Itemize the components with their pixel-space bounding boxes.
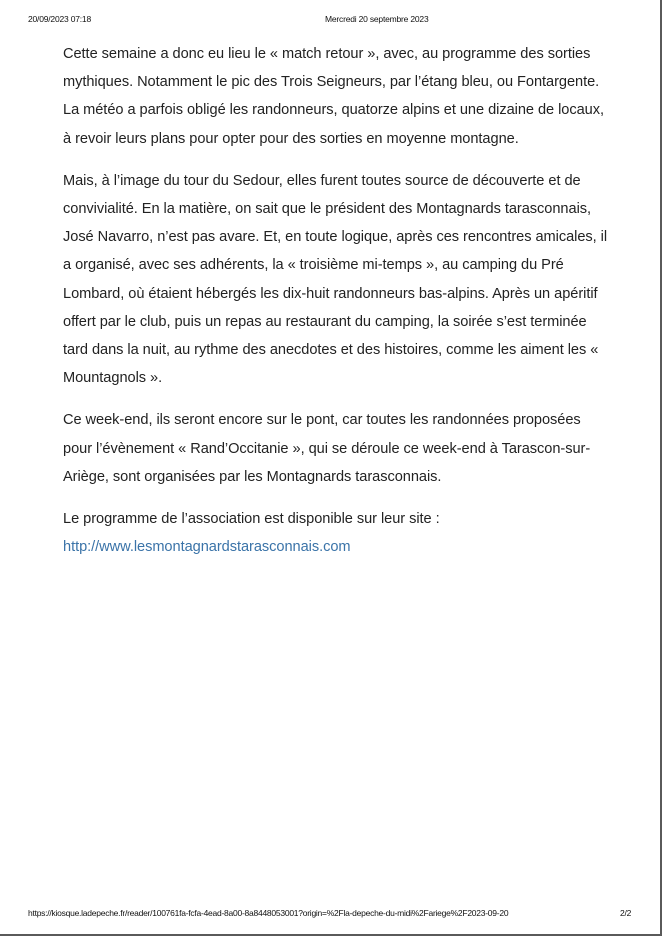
closing-text: Le programme de l’association est disponible sur leur site :: [63, 511, 440, 528]
article-paragraph: Mais, à l’image du tour du Sedour, elles furent toutes source de découverte et de convivialité. En la matière, on sait que le président des Montagnards tarasconnais, José Navarro, n’est pas avare. Et, en toute logique, après ces rencontres amicales, il a organisé, avec ses adhérents, la « troisième mi-temps », au camping du Pré Lombard, où étaient hébergés les dix-huit randonneurs bas-alpins. Après un apéritif offert par le club, puis un repas au restaurant du camping, la soirée s’est terminée tard dans la nuit, au rythme des anecdotes et des histoires, comme les aiment les « Mountagnols ».: [63, 172, 608, 387]
article-closing-paragraph: [63, 505, 608, 561]
print-header-edition-date: Mercredi 20 septembre 2023: [325, 14, 429, 24]
print-header-datetime: 20/09/2023 07:18: [28, 14, 91, 24]
association-website-link[interactable]: http://www.lesmontagnardstarasconnais.com: [63, 539, 351, 556]
article-paragraph: Ce week-end, ils seront encore sur le pont, car toutes les randonnées proposées pour l’évènement « Rand’Occitanie », qui se déroule ce week-end à Tarascon-sur-Ariège, sont organisées par les Montagnards tarasconnais.: [63, 412, 591, 485]
page-indicator: 2/2: [620, 908, 632, 918]
article-body: [63, 40, 608, 561]
article-paragraph: Cette semaine a donc eu lieu le « match retour », avec, au programme des sorties mythiques. Notamment le pic des Trois Seigneurs, par l’étang bleu, ou Fontargente. La météo a parfois obligé les randonneurs, quatorze alpins et une dizaine de locaux, à revoir leurs plans pour opter pour des sorties en moyenne montagne.: [63, 46, 604, 147]
print-footer-url: https://kiosque.ladepeche.fr/reader/100761fa-fcfa-4ead-8a00-8a8448053001?origin=%2Fla-depeche-du-midi%2Fariege%2F2023-09-20: [28, 908, 509, 918]
